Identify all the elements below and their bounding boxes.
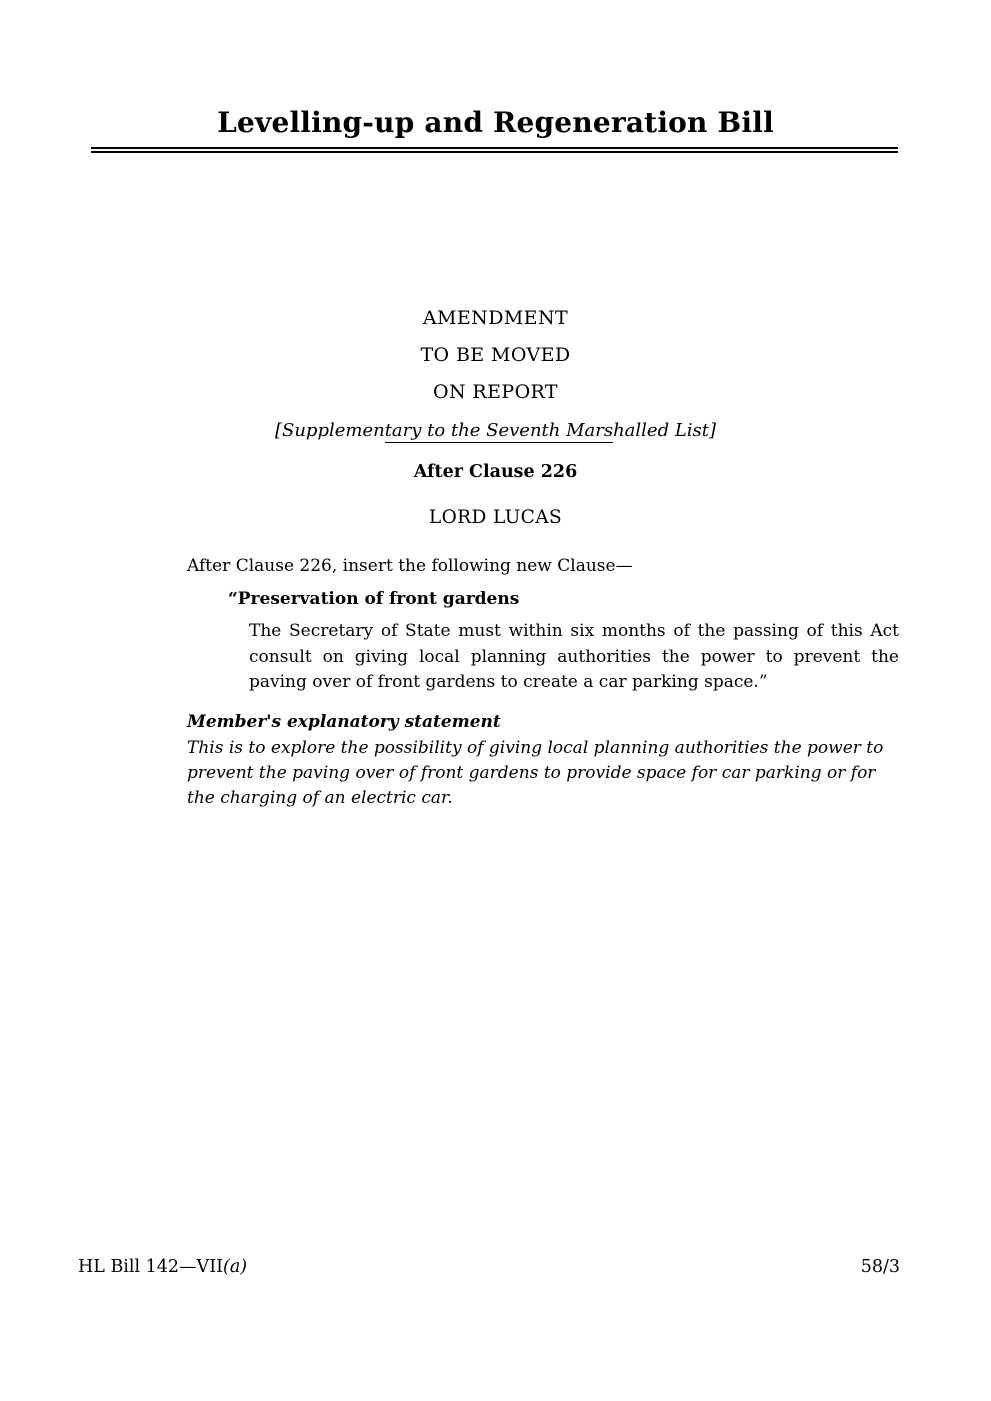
page-title: Levelling-up and Regeneration Bill — [217, 106, 774, 139]
amendment-instruction: After Clause 226, insert the following new Clause— — [187, 556, 633, 576]
clause-heading: After Clause 226 — [413, 462, 578, 482]
title-rule — [91, 147, 898, 153]
bill-reference-prefix: HL Bill 142—VII — [78, 1257, 224, 1277]
marshalled-note-underlined: tary to the Seventh Mars — [384, 420, 614, 441]
explanatory-statement-text: This is to explore the possibility of giving local planning authorities the power to prevent the paving over of front gardens to provide space for car parking or for the charging of an electric car. — [187, 737, 884, 808]
marshalled-note-prefix: [Supplemen — [274, 420, 385, 441]
document-footer — [78, 1256, 900, 1278]
marshalled-list-note — [0, 420, 991, 442]
bill-reference — [78, 1256, 247, 1278]
explanatory-statement-label: Member's explanatory statement — [187, 711, 501, 732]
member-name: LORD LUCAS — [428, 507, 563, 528]
notice-block — [0, 308, 991, 402]
bill-reference-suffix: (a) — [223, 1257, 248, 1277]
sheet-number: 58/3 — [860, 1257, 900, 1277]
amendment-section — [0, 556, 991, 696]
document-header — [0, 0, 991, 153]
new-clause-text: The Secretary of State must within six months of the passing of this Act consult on giving local planning authorities the power to prevent the paving over of front gardens to create a car parking space.” — [249, 621, 899, 692]
marshalled-note-suffix: halled List] — [613, 420, 717, 441]
notice-line-on-report: ON REPORT — [432, 381, 559, 403]
new-clause-title: “Preservation of front gardens — [228, 589, 520, 609]
notice-line-amendment: AMENDMENT — [422, 307, 569, 329]
explanatory-section — [0, 712, 991, 811]
document-body — [0, 308, 991, 811]
notice-line-to-be-moved: TO BE MOVED — [420, 344, 571, 366]
